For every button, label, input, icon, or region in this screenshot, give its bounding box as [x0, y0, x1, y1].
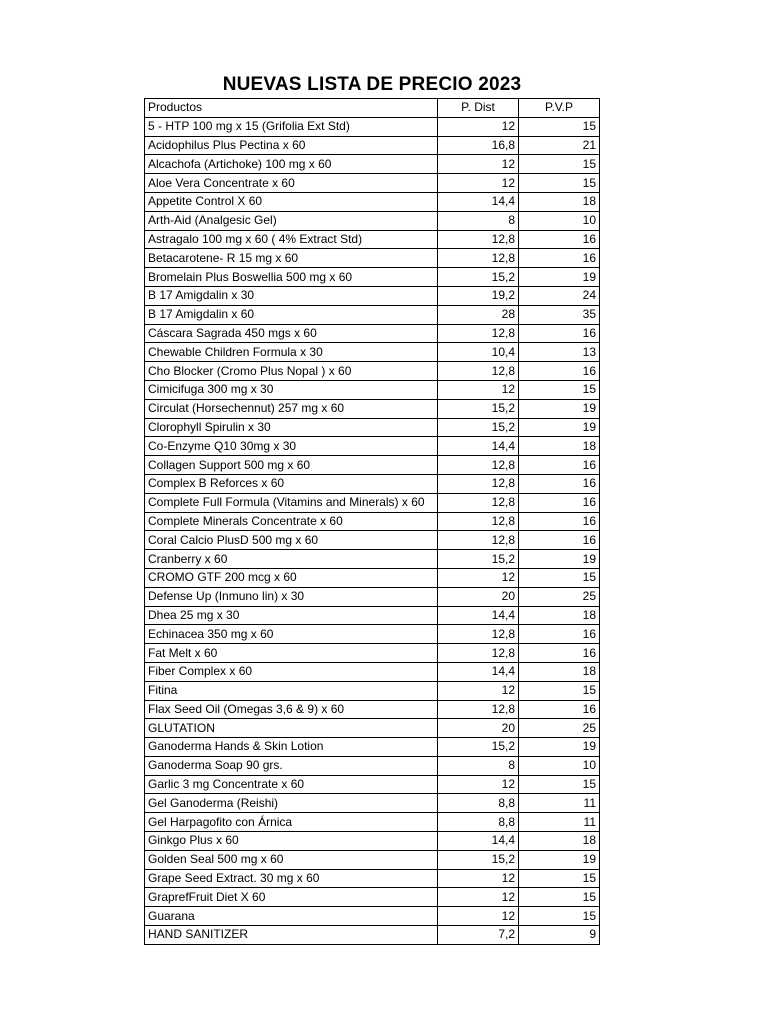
pvp-cell: 16 [519, 362, 600, 381]
product-name-cell: Arth-Aid (Analgesic Gel) [145, 211, 438, 230]
table-header-row [145, 99, 600, 118]
p-dist-cell: 12,8 [438, 700, 519, 719]
product-name-cell: Coral Calcio PlusD 500 mg x 60 [145, 531, 438, 550]
p-dist-cell: 12,8 [438, 531, 519, 550]
product-name-cell: Aloe Vera Concentrate x 60 [145, 174, 438, 193]
table-row [145, 230, 600, 249]
table-row [145, 568, 600, 587]
pvp-cell: 19 [519, 550, 600, 569]
pvp-cell: 19 [519, 399, 600, 418]
table-row [145, 550, 600, 569]
product-name-cell: Gel Ganoderma (Reishi) [145, 794, 438, 813]
pvp-cell: 16 [519, 249, 600, 268]
table-row [145, 456, 600, 475]
table-row [145, 305, 600, 324]
table-row [145, 268, 600, 287]
p-dist-cell: 8 [438, 211, 519, 230]
p-dist-cell: 12,8 [438, 456, 519, 475]
p-dist-cell: 14,4 [438, 192, 519, 211]
pvp-cell: 16 [519, 700, 600, 719]
pvp-cell: 18 [519, 662, 600, 681]
table-row [145, 493, 600, 512]
table-row [145, 174, 600, 193]
p-dist-cell: 8,8 [438, 794, 519, 813]
p-dist-cell: 28 [438, 305, 519, 324]
p-dist-cell: 14,4 [438, 832, 519, 851]
product-name-cell: B 17 Amigdalin x 30 [145, 286, 438, 305]
pvp-cell: 25 [519, 719, 600, 738]
product-name-cell: Alcachofa (Artichoke) 100 mg x 60 [145, 155, 438, 174]
p-dist-cell: 12 [438, 888, 519, 907]
table-row [145, 662, 600, 681]
pvp-cell: 24 [519, 286, 600, 305]
p-dist-cell: 15,2 [438, 550, 519, 569]
table-row [145, 794, 600, 813]
table-row [145, 907, 600, 926]
p-dist-cell: 12 [438, 155, 519, 174]
table-row [145, 249, 600, 268]
p-dist-cell: 12,8 [438, 512, 519, 531]
product-name-cell: Cranberry x 60 [145, 550, 438, 569]
price-table [144, 98, 600, 945]
product-name-cell: CROMO GTF 200 mcg x 60 [145, 568, 438, 587]
product-name-cell: Chewable Children Formula x 30 [145, 343, 438, 362]
table-row [145, 587, 600, 606]
p-dist-cell: 12,8 [438, 644, 519, 663]
table-row [145, 399, 600, 418]
product-name-cell: Bromelain Plus Boswellia 500 mg x 60 [145, 268, 438, 287]
column-header-pvp: P.V.P [519, 99, 600, 118]
pvp-cell: 35 [519, 305, 600, 324]
table-row [145, 380, 600, 399]
pvp-cell: 16 [519, 474, 600, 493]
pvp-cell: 16 [519, 512, 600, 531]
p-dist-cell: 12,8 [438, 230, 519, 249]
pvp-cell: 15 [519, 380, 600, 399]
pvp-cell: 15 [519, 869, 600, 888]
product-name-cell: Acidophilus Plus Pectina x 60 [145, 136, 438, 155]
p-dist-cell: 15,2 [438, 738, 519, 757]
pvp-cell: 15 [519, 775, 600, 794]
pvp-cell: 21 [519, 136, 600, 155]
p-dist-cell: 14,4 [438, 662, 519, 681]
product-name-cell: Co-Enzyme Q10 30mg x 30 [145, 437, 438, 456]
table-row [145, 850, 600, 869]
table-row [145, 606, 600, 625]
p-dist-cell: 12 [438, 907, 519, 926]
table-row [145, 813, 600, 832]
p-dist-cell: 12 [438, 869, 519, 888]
p-dist-cell: 12 [438, 117, 519, 136]
p-dist-cell: 12,8 [438, 362, 519, 381]
table-row [145, 869, 600, 888]
p-dist-cell: 12 [438, 380, 519, 399]
pvp-cell: 11 [519, 794, 600, 813]
product-name-cell: Betacarotene- R 15 mg x 60 [145, 249, 438, 268]
product-name-cell: Clorophyll Spirulin x 30 [145, 418, 438, 437]
pvp-cell: 15 [519, 568, 600, 587]
pvp-cell: 15 [519, 907, 600, 926]
column-header-productos: Productos [145, 99, 438, 118]
p-dist-cell: 15,2 [438, 399, 519, 418]
p-dist-cell: 12,8 [438, 249, 519, 268]
product-name-cell: Appetite Control X 60 [145, 192, 438, 211]
table-row [145, 888, 600, 907]
pvp-cell: 18 [519, 832, 600, 851]
table-row [145, 418, 600, 437]
product-name-cell: Defense Up (Inmuno lin) x 30 [145, 587, 438, 606]
table-row [145, 474, 600, 493]
p-dist-cell: 15,2 [438, 268, 519, 287]
pvp-cell: 19 [519, 850, 600, 869]
p-dist-cell: 12 [438, 174, 519, 193]
pvp-cell: 15 [519, 174, 600, 193]
product-name-cell: Circulat (Horsechennut) 257 mg x 60 [145, 399, 438, 418]
pvp-cell: 15 [519, 117, 600, 136]
pvp-cell: 19 [519, 738, 600, 757]
pvp-cell: 15 [519, 681, 600, 700]
p-dist-cell: 8 [438, 756, 519, 775]
product-name-cell: B 17 Amigdalin x 60 [145, 305, 438, 324]
product-name-cell: Ginkgo Plus x 60 [145, 832, 438, 851]
pvp-cell: 16 [519, 230, 600, 249]
table-row [145, 775, 600, 794]
p-dist-cell: 15,2 [438, 850, 519, 869]
product-name-cell: Guarana [145, 907, 438, 926]
product-name-cell: GraprefFruit Diet X 60 [145, 888, 438, 907]
table-row [145, 625, 600, 644]
product-name-cell: Echinacea 350 mg x 60 [145, 625, 438, 644]
table-row [145, 362, 600, 381]
table-row [145, 117, 600, 136]
table-row [145, 644, 600, 663]
pvp-cell: 10 [519, 211, 600, 230]
p-dist-cell: 10,4 [438, 343, 519, 362]
p-dist-cell: 12 [438, 568, 519, 587]
pvp-cell: 19 [519, 268, 600, 287]
pvp-cell: 18 [519, 606, 600, 625]
table-row [145, 324, 600, 343]
pvp-cell: 16 [519, 493, 600, 512]
product-name-cell: Complete Minerals Concentrate x 60 [145, 512, 438, 531]
product-name-cell: Dhea 25 mg x 30 [145, 606, 438, 625]
product-name-cell: Complex B Reforces x 60 [145, 474, 438, 493]
p-dist-cell: 14,4 [438, 606, 519, 625]
pvp-cell: 16 [519, 324, 600, 343]
pvp-cell: 18 [519, 437, 600, 456]
pvp-cell: 9 [519, 926, 600, 945]
product-name-cell: GLUTATION [145, 719, 438, 738]
p-dist-cell: 12,8 [438, 324, 519, 343]
pvp-cell: 15 [519, 155, 600, 174]
product-name-cell: Flax Seed Oil (Omegas 3,6 & 9) x 60 [145, 700, 438, 719]
pvp-cell: 18 [519, 192, 600, 211]
p-dist-cell: 12,8 [438, 625, 519, 644]
product-name-cell: Cho Blocker (Cromo Plus Nopal ) x 60 [145, 362, 438, 381]
page-title: NUEVAS LISTA DE PRECIO 2023 [222, 74, 522, 95]
product-name-cell: Gel Harpagofito con Árnica [145, 813, 438, 832]
p-dist-cell: 12,8 [438, 474, 519, 493]
p-dist-cell: 7,2 [438, 926, 519, 945]
p-dist-cell: 15,2 [438, 418, 519, 437]
table-row [145, 192, 600, 211]
product-name-cell: Ganoderma Soap 90 grs. [145, 756, 438, 775]
table-row [145, 738, 600, 757]
product-name-cell: Fitina [145, 681, 438, 700]
pvp-cell: 19 [519, 418, 600, 437]
table-row [145, 926, 600, 945]
product-name-cell: Complete Full Formula (Vitamins and Minerals) x 60 [145, 493, 438, 512]
table-row [145, 211, 600, 230]
table-row [145, 681, 600, 700]
pvp-cell: 16 [519, 644, 600, 663]
product-name-cell: 5 - HTP 100 mg x 15 (Grifolia Ext Std) [145, 117, 438, 136]
product-name-cell: Grape Seed Extract. 30 mg x 60 [145, 869, 438, 888]
pvp-cell: 13 [519, 343, 600, 362]
table-row [145, 719, 600, 738]
table-body [145, 117, 600, 944]
pvp-cell: 15 [519, 888, 600, 907]
p-dist-cell: 12 [438, 681, 519, 700]
p-dist-cell: 8,8 [438, 813, 519, 832]
p-dist-cell: 20 [438, 719, 519, 738]
pvp-cell: 16 [519, 531, 600, 550]
p-dist-cell: 12 [438, 775, 519, 794]
pvp-cell: 10 [519, 756, 600, 775]
table-row [145, 832, 600, 851]
p-dist-cell: 12,8 [438, 493, 519, 512]
p-dist-cell: 20 [438, 587, 519, 606]
p-dist-cell: 19,2 [438, 286, 519, 305]
product-name-cell: Collagen Support 500 mg x 60 [145, 456, 438, 475]
table-row [145, 756, 600, 775]
p-dist-cell: 16,8 [438, 136, 519, 155]
product-name-cell: Cáscara Sagrada 450 mgs x 60 [145, 324, 438, 343]
table-row [145, 286, 600, 305]
table-row [145, 136, 600, 155]
product-name-cell: Cimicifuga 300 mg x 30 [145, 380, 438, 399]
table-row [145, 437, 600, 456]
pvp-cell: 25 [519, 587, 600, 606]
table-row [145, 155, 600, 174]
table-row [145, 531, 600, 550]
product-name-cell: HAND SANITIZER [145, 926, 438, 945]
p-dist-cell: 14,4 [438, 437, 519, 456]
column-header-p-dist: P. Dist [438, 99, 519, 118]
pvp-cell: 16 [519, 456, 600, 475]
product-name-cell: Golden Seal 500 mg x 60 [145, 850, 438, 869]
table-row [145, 512, 600, 531]
product-name-cell: Fat Melt x 60 [145, 644, 438, 663]
pvp-cell: 16 [519, 625, 600, 644]
product-name-cell: Fiber Complex x 60 [145, 662, 438, 681]
product-name-cell: Astragalo 100 mg x 60 ( 4% Extract Std) [145, 230, 438, 249]
product-name-cell: Garlic 3 mg Concentrate x 60 [145, 775, 438, 794]
product-name-cell: Ganoderma Hands & Skin Lotion [145, 738, 438, 757]
table-row [145, 700, 600, 719]
table-row [145, 343, 600, 362]
pvp-cell: 11 [519, 813, 600, 832]
